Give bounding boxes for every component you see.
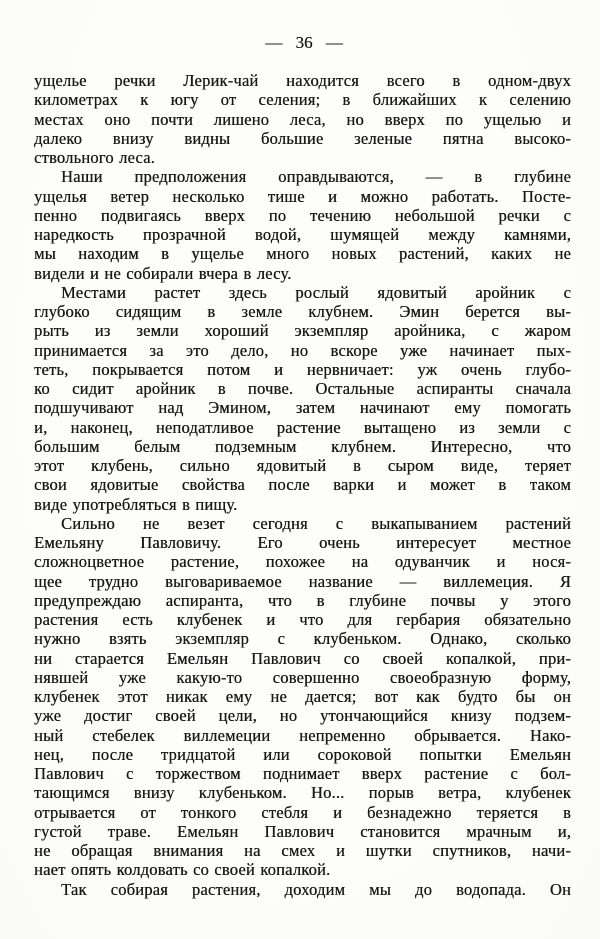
text-line: нец, после тридцатой или сороковой попытки Емельян xyxy=(34,744,571,764)
text-line: подшучивают над Эмином, затем начинают ему помогать xyxy=(34,398,571,418)
text-line: Сильно не везет сегодня с выкапыванием растений xyxy=(61,513,571,533)
text-line: глубоко сидящим в земле клубнем. Эмин берется вы- xyxy=(34,302,571,321)
text-line: густой траве. Емельян Павлович становится мрачным и, xyxy=(34,821,571,841)
text-line: Емельяну Павловичу. Его очень интересует местное xyxy=(34,533,571,552)
text-line: щее трудно выговариваемое название — виллемеция. Я xyxy=(34,571,571,591)
text-line: тающимся внизу клубеньком. Но... порыв ветра, клубенек xyxy=(34,783,571,803)
text-line: пенно подвигаясь вверх по течению небольшой речки с xyxy=(34,205,571,225)
text-line: Так собирая растения, доходим мы до водопада. Он xyxy=(61,879,571,899)
paragraph xyxy=(34,514,571,880)
text-line: ко сидит аройник в почве. Остальные аспиранты сначала xyxy=(34,379,571,398)
text-line: километрах к югу от селения; в ближайших к селению xyxy=(34,90,571,110)
text-line: свои ядовитые свойства после варки и может в таком xyxy=(34,475,571,495)
text-line: не обращая внимания на смех и шутки спутников, начи- xyxy=(34,841,571,860)
text-line: ущелье речки Лерик-чай находится всего в одном-двух xyxy=(34,71,571,90)
text-line: клубенек этот никак ему не дается; вот как будто бы он xyxy=(34,687,571,706)
text-line: предупреждаю аспиранта, что в глубине почвы у этого xyxy=(34,590,571,610)
text-line: ни старается Емельян Павлович со своей копалкой, при- xyxy=(34,648,571,668)
text-line: мы находим в ущелье много новых растений, каких не xyxy=(34,244,571,264)
page-text xyxy=(34,71,571,899)
text-line: ущелья ветер несколько тише и можно работать. Посте- xyxy=(34,186,571,206)
text-line: принимается за это дело, но вскоре уже начинает пых- xyxy=(34,340,571,360)
text-line: ный стебелек виллемеции непременно обрывается. Нако- xyxy=(34,725,571,745)
text-line: этот клубень, сильно ядовитый в сыром виде, теряет xyxy=(34,456,571,475)
paragraph xyxy=(34,71,571,167)
paragraph xyxy=(34,167,571,283)
text-line: местах оно почти лишено леса, но вверх по ущелью и xyxy=(34,109,571,129)
text-line: нявшей уже какую-то совершенно своеобразную форму, xyxy=(34,667,571,687)
text-line: нужно взять экземпляр с клубеньком. Однако, сколько xyxy=(34,629,571,649)
text-line: теть, покрывается потом и нервничает: уж очень глубо- xyxy=(34,359,571,379)
text-line: далеко внизу видны большие зеленые пятна высоко- xyxy=(34,128,571,148)
text-line: растения есть клубенек и что для гербария обязательно xyxy=(34,610,571,629)
text-line: Местами растет здесь рослый ядовитый аройник с xyxy=(61,282,571,302)
text-line: рыть из земли хороший экземпляр аройника, с жаром xyxy=(34,321,571,341)
text-line: сложноцветное растение, похожее на одуванчик и нося- xyxy=(34,552,571,572)
paragraph xyxy=(34,283,571,514)
text-line: видели и не собирали вчера в лесу. xyxy=(34,263,292,283)
text-line: нает опять колдовать со своей копалкой. xyxy=(34,860,331,880)
page-number: — 36 — xyxy=(265,33,343,52)
text-line: отрывается от тонкого стебля и безнадежно теряется в xyxy=(34,802,571,822)
text-line: наредкость прозрачной водой, шумящей между камнями, xyxy=(34,225,571,244)
text-line: большим белым подземным клубнем. Интересно, что xyxy=(34,436,571,456)
text-line: Наши предположения оправдываются, — в глубине xyxy=(61,167,571,187)
text-line: ствольного леса. xyxy=(34,148,155,167)
text-line: уже достиг своей цели, но утончающийся книзу подзем- xyxy=(34,706,571,726)
paragraph xyxy=(34,880,571,899)
text-line: виде употребляться в пищу. xyxy=(34,494,238,514)
text-line: Павлович с торжеством поднимает вверх растение с бол- xyxy=(34,764,571,783)
text-line: и, наконец, неподатливое растение вытащено из земли с xyxy=(34,417,571,437)
